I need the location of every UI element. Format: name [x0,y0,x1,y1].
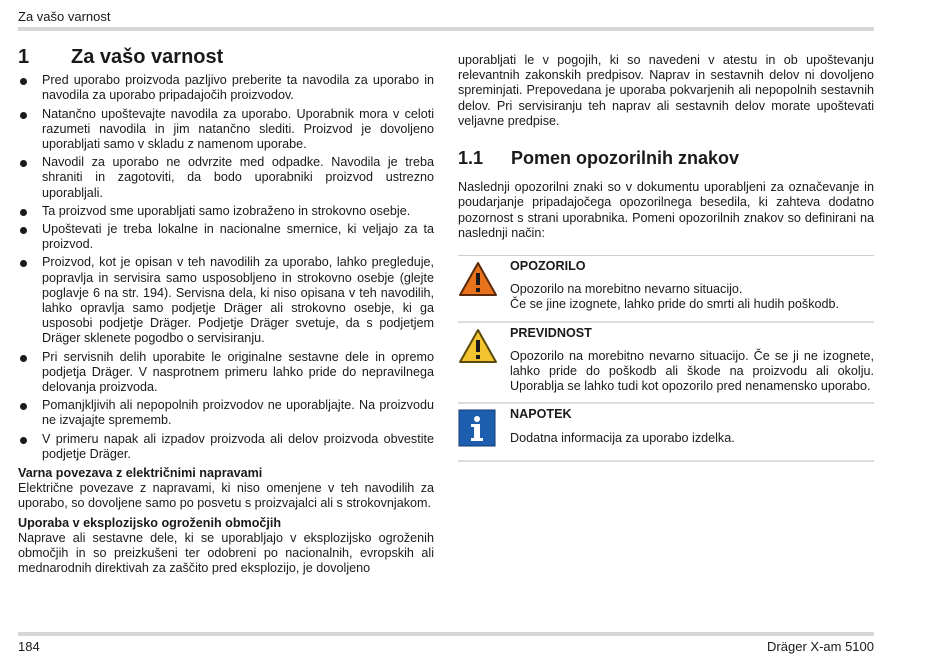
list-item: Natančno upoštevajte navodila za uporabo. Uporabnik mora v celoti razumeti navodila in jim natančno slediti. Proizvod je dovoljeno uporabljati samo v skladu z namenom uporabe. [18,107,434,153]
warning-triangle-red-icon [458,259,510,313]
signal-row-note [458,404,874,461]
bullet-icon [20,78,27,85]
signal-title: PREVIDNOST [510,325,592,340]
running-header: Za vašo varnost [18,9,111,24]
list-item: Pri servisnih delih uporabite le originalne sestavne dele in opremo podjetja Dräger. V nasprotnem primeru lahko pride do nepravilnega delovanja proizvoda. [18,350,434,396]
bullet-icon [20,437,27,444]
paragraph-intro: Naslednji opozorilni znaki so v dokumentu uporabljeni za označevanje in poudarjanje pripadajočega opozorilnega besedila, ki zahteva dodatno pozornost s strani uporabnika. Pomeni opozorilnih znakov so definirani na naslednji način: [458,180,874,240]
subsection-number: 1.1 [458,148,484,169]
bullet-icon [20,403,27,410]
signal-text: Dodatna informacija za uporabo izdelka. [510,430,735,445]
section-number: 1 [18,46,30,68]
info-square-blue-icon [458,407,510,451]
list-item: Navodil za uporabo ne odvrzite med odpadke. Navodila je treba shraniti in zagotoviti, da bodo uporabniki proizvod ustrezno uporabljali. [18,155,434,201]
section-title: Za vašo varnost [71,46,224,68]
header-rule [18,27,874,31]
paragraph-electrical: Električne povezave z napravami, ki niso omenjene v teh navodilih za uporabo, so dovoljene samo po posvetu s proizvajalci ali s strokovnjakom. [18,481,434,511]
left-column [18,46,434,579]
page-number: 184 [18,639,40,654]
subheading-explosive: Uporaba v eksplozijsko ogroženih območjih [18,515,282,530]
subsection-heading [458,148,874,169]
list-item: Proizvod, kot je opisan v teh navodilih za uporabo, lahko pregleduje, popravlja in servisira samo usposobljeno in strokovno osebje (glejte poglavje 6 na str. 194). Servisna dela, ki niso opisana v teh navodilih, lahko opravlja samo podjetje Dräger ali strokovno osebje, ki ga usposobi podjetje Dräger. Podjetje Dräger svetuje, da s podjetjem Dräger sklenete pogodbo o servisiranju. [18,255,434,346]
signal-row-warning [458,256,874,323]
bullet-icon [20,355,27,362]
signal-text: Opozorilo na morebitno nevarno situacijo. Če se jine izognete, lahko pride do smrti ali hudih poškodb. [510,282,840,312]
right-column [458,53,874,462]
bullet-icon [20,160,27,167]
bullet-icon [20,260,27,267]
footer-rule [18,632,874,636]
product-name: Dräger X-am 5100 [767,639,874,654]
list-item: Pred uporabo proizvoda pazljivo preberite ta navodila za uporabo in navodila za uporabo pripadajočih proizvodov. [18,73,434,103]
list-item: Pomanjkljivih ali nepopolnih proizvodov ne uporabljajte. Na proizvodu ne izvajajte sprememb. [18,398,434,428]
signal-word-table [458,255,874,462]
subsection-title: Pomen opozorilnih znakov [511,148,740,169]
bullet-icon [20,112,27,119]
bullet-icon [20,227,27,234]
list-item: Upoštevati je treba lokalne in nacionalne smernice, ki veljajo za ta proizvod. [18,222,434,252]
subheading-electrical: Varna povezava z električnimi napravami [18,466,263,481]
signal-title: OPOZORILO [510,259,586,274]
list-item: Ta proizvod sme uporabljati samo izobraženo in strokovno osebje. [18,204,434,219]
signal-text: Opozorilo na morebitno nevarno situacijo. Če se ji ne izognete, lahko pride do poškodb ali škode na proizvodu ali okolju. Uporablja se lahko tudi kot opozorilo pred nenamensko uporabo. [510,348,874,394]
paragraph-continuation: uporabljati le v pogojih, ki so navedeni v atestu in ob upoštevanju relevantnih zakonskih predpisov. Naprav in sestavnih delov ni dovoljeno spreminjati. Prepovedana je uporaba pokvarjenih ali nepopolnih sestavnih delov. Pri servisiranju teh naprav ali sestavnih delov morate upoštevati veljavne predpise. [458,53,874,128]
safety-bullet-list [18,73,434,462]
paragraph-explosive: Naprave ali sestavne dele, ki se uporabljajo v eksplozijsko ogroženih območjih in so preizkušeni ter odobreni po nacionalnih, evropskih ali mednarodnih direktivah za zaščito pred eksplozijo, je dovoljeno [18,530,434,576]
signal-row-caution [458,323,874,405]
list-item: V primeru napak ali izpadov proizvoda ali delov proizvoda obvestite podjetje Dräger. [18,432,434,462]
bullet-icon [20,209,27,216]
caution-triangle-yellow-icon [458,326,510,395]
signal-title: NAPOTEK [510,407,572,422]
section-heading [18,46,434,68]
